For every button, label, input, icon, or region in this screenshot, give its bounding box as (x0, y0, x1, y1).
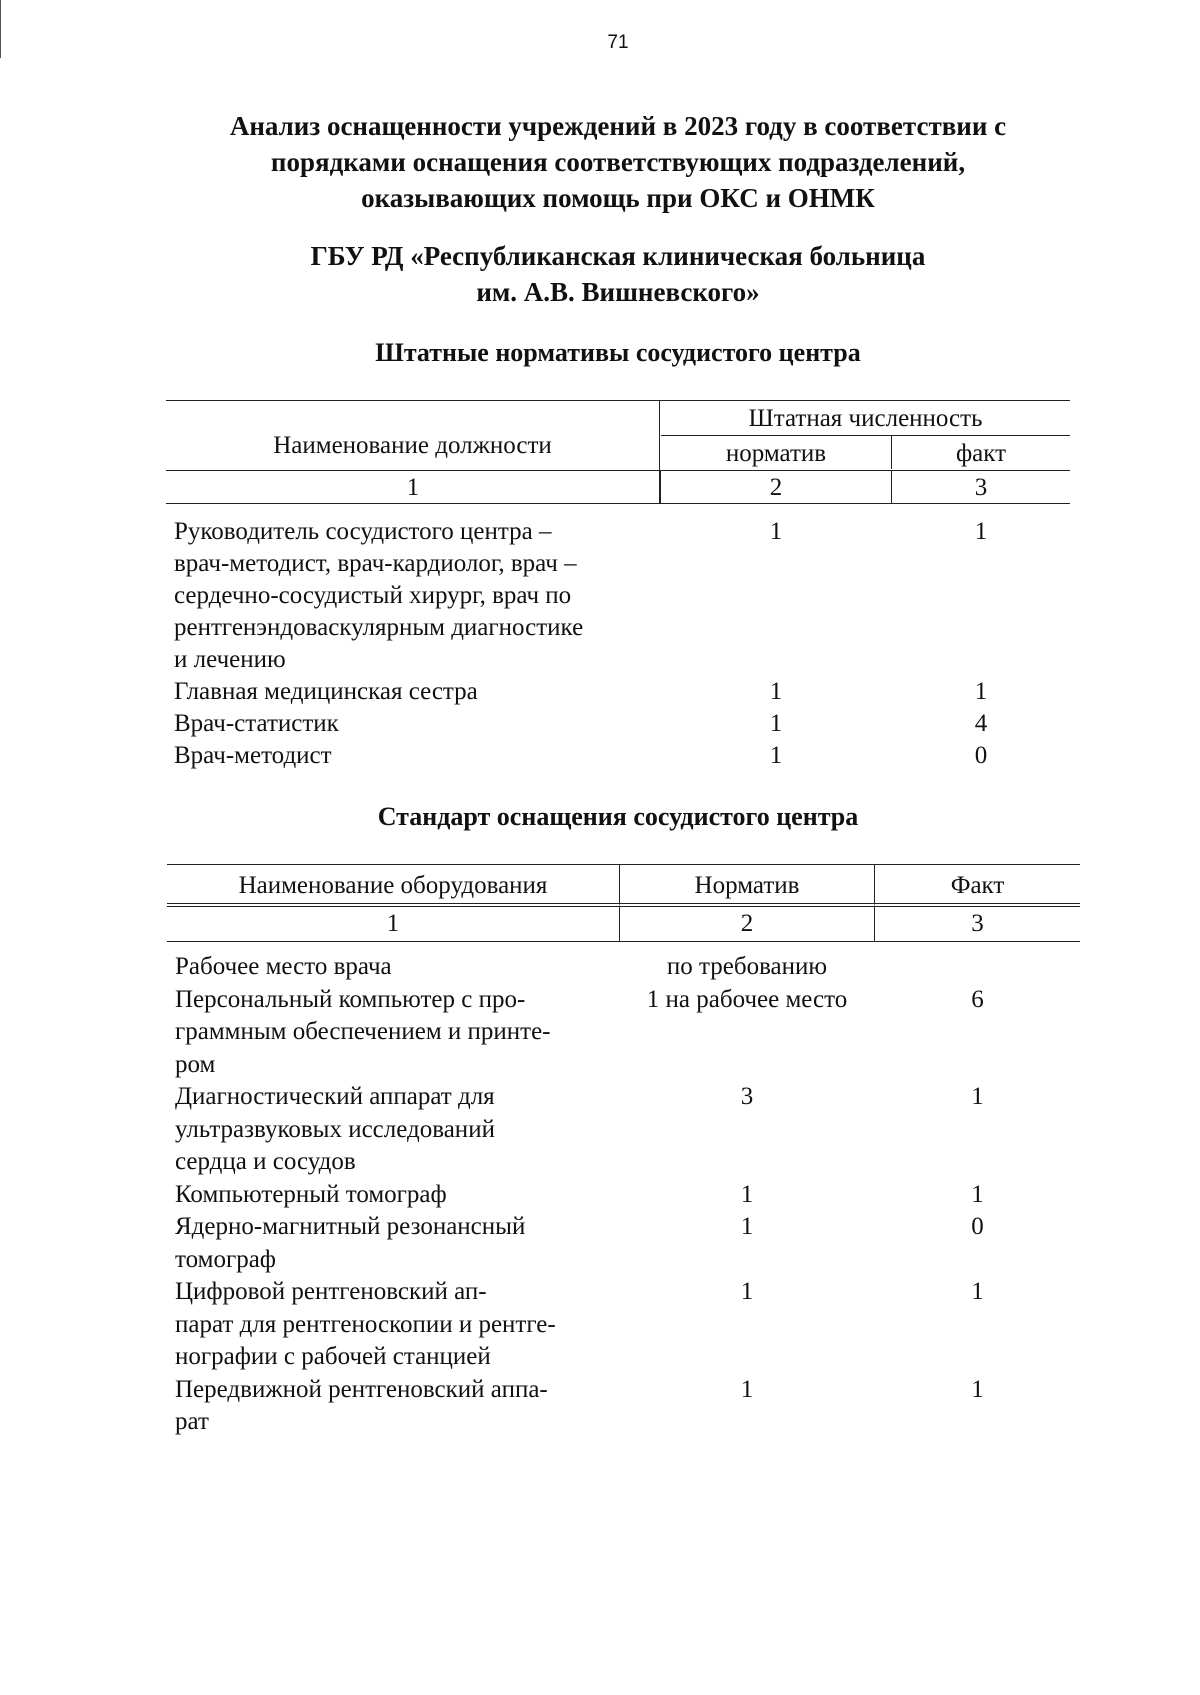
table-row (167, 984, 1080, 1082)
equipment-name-line: Компьютерный томограф (175, 1180, 447, 1208)
staff-section-title: Штатные нормативы сосудистого центра (375, 338, 861, 367)
position-name-line: Врач-методист (174, 742, 332, 769)
fact-value: 6 (971, 985, 984, 1013)
norm-value: 1 (769, 518, 783, 545)
table-row (166, 516, 1070, 676)
equipment-name-line: нографии с рабочей станцией (175, 1343, 491, 1370)
document-title (0, 108, 1200, 216)
equipment-name-line: ром (175, 1050, 216, 1078)
table-row (166, 708, 1070, 740)
position-name-line: врач-методист, врач-кардиолог, врач – (174, 550, 577, 577)
fact-value: 1 (974, 678, 988, 705)
position-name (166, 740, 644, 772)
table-row (167, 1276, 1080, 1374)
equipment-name-header: Наименование оборудования (167, 865, 620, 907)
fact-header: факт (955, 440, 1007, 467)
fact-value: 4 (974, 710, 988, 737)
page-number: 71 (607, 32, 629, 53)
equipment-name (167, 951, 615, 984)
staff-table-header (166, 400, 1070, 504)
title-line: порядками оснащения соответствующих подразделений, (270, 147, 966, 177)
staff-table (166, 400, 1070, 772)
staff-count-header: Штатная численность (661, 401, 1070, 436)
position-name-line: и лечению (174, 646, 286, 673)
fact-value: 0 (971, 1213, 984, 1240)
fact-value: 1 (974, 518, 988, 545)
equipment-name-line: Диагностический аппарат для (175, 1083, 495, 1110)
column-number: 1 (166, 470, 661, 504)
column-number: 3 (892, 470, 1070, 504)
equipment-section-title: Стандарт оснащения сосудистого центра (377, 802, 859, 831)
equipment-name (167, 1179, 615, 1212)
fact-value: 1 (971, 1375, 984, 1403)
equipment-table-header (167, 864, 1080, 943)
equipment-name-line: граммным обеспечением и принте- (175, 1018, 551, 1045)
equipment-name-line: томограф (175, 1245, 276, 1273)
position-name-line: Врач-статистик (174, 710, 339, 737)
norm-value: 1 на рабочее место (646, 985, 848, 1013)
position-name-line: сердечно-сосудистый хирург, врач по (174, 582, 572, 609)
equipment-name-line: Рабочее место врача (175, 953, 392, 980)
norm-value: по требованию (666, 953, 828, 980)
equipment-name-line: ультразвуковых исследований (175, 1115, 495, 1143)
equipment-name-line: Передвижной рентгеновский аппа- (175, 1375, 548, 1403)
equipment-name-line: рат (175, 1408, 209, 1435)
equipment-name-line: сердца и сосудов (175, 1148, 356, 1175)
norm-value: 3 (740, 1083, 754, 1110)
position-name-header: Наименование должности (166, 401, 660, 503)
position-name-line: Главная медицинская сестра (174, 678, 478, 705)
position-name (166, 676, 644, 708)
equipment-name-line: парат для рентгеноскопии и рентге- (175, 1310, 556, 1338)
organization-name (0, 238, 1200, 310)
fact-header: Факт (875, 865, 1080, 907)
equipment-table-body (167, 943, 1080, 1439)
position-name (166, 708, 644, 740)
table-row (167, 1081, 1080, 1179)
organization-line: им. А.В. Вишневского» (476, 277, 760, 307)
equipment-name (167, 1211, 615, 1276)
table-row (166, 676, 1070, 708)
title-line: Анализ оснащенности учреждений в 2023 году в соответствии с (229, 111, 1007, 141)
norm-value: 1 (769, 678, 783, 705)
norm-value: 1 (740, 1278, 754, 1305)
norm-value: 1 (740, 1213, 754, 1240)
organization-line: ГБУ РД «Республиканская клиническая больница (310, 241, 926, 271)
position-name-line: рентгенэндоваскулярным диагностике (174, 614, 584, 641)
table-row (167, 1211, 1080, 1276)
table-row (167, 951, 1080, 984)
position-name-line: Руководитель сосудистого центра – (174, 518, 552, 545)
staff-table-body (166, 504, 1070, 772)
norm-value: 1 (740, 1375, 754, 1403)
norm-header: Норматив (620, 865, 875, 907)
equipment-name (167, 984, 615, 1082)
position-name (166, 516, 644, 676)
equipment-table (167, 864, 1080, 1439)
equipment-name (167, 1374, 615, 1439)
column-number: 1 (167, 907, 620, 942)
column-number: 2 (661, 470, 892, 504)
table-row (167, 1374, 1080, 1439)
fact-value: 1 (971, 1180, 984, 1208)
column-number: 2 (620, 907, 875, 942)
equipment-name-line: Ядерно-магнитный резонансный (175, 1213, 526, 1240)
fact-value: 0 (974, 742, 988, 769)
norm-value: 1 (740, 1180, 754, 1208)
column-number: 3 (875, 907, 1080, 942)
table-row (167, 1179, 1080, 1212)
norm-value: 1 (769, 742, 783, 769)
table-row (166, 740, 1070, 772)
equipment-name (167, 1081, 615, 1179)
norm-header: норматив (661, 436, 892, 469)
equipment-name (167, 1276, 615, 1374)
fact-value: 1 (971, 1083, 984, 1110)
title-line: оказывающих помощь при ОКС и ОНМК (361, 183, 875, 213)
equipment-name-line: Цифровой рентгеновский ап- (175, 1278, 487, 1305)
norm-value: 1 (769, 710, 783, 737)
equipment-name-line: Персональный компьютер с про- (175, 985, 526, 1013)
fact-value: 1 (971, 1278, 984, 1305)
